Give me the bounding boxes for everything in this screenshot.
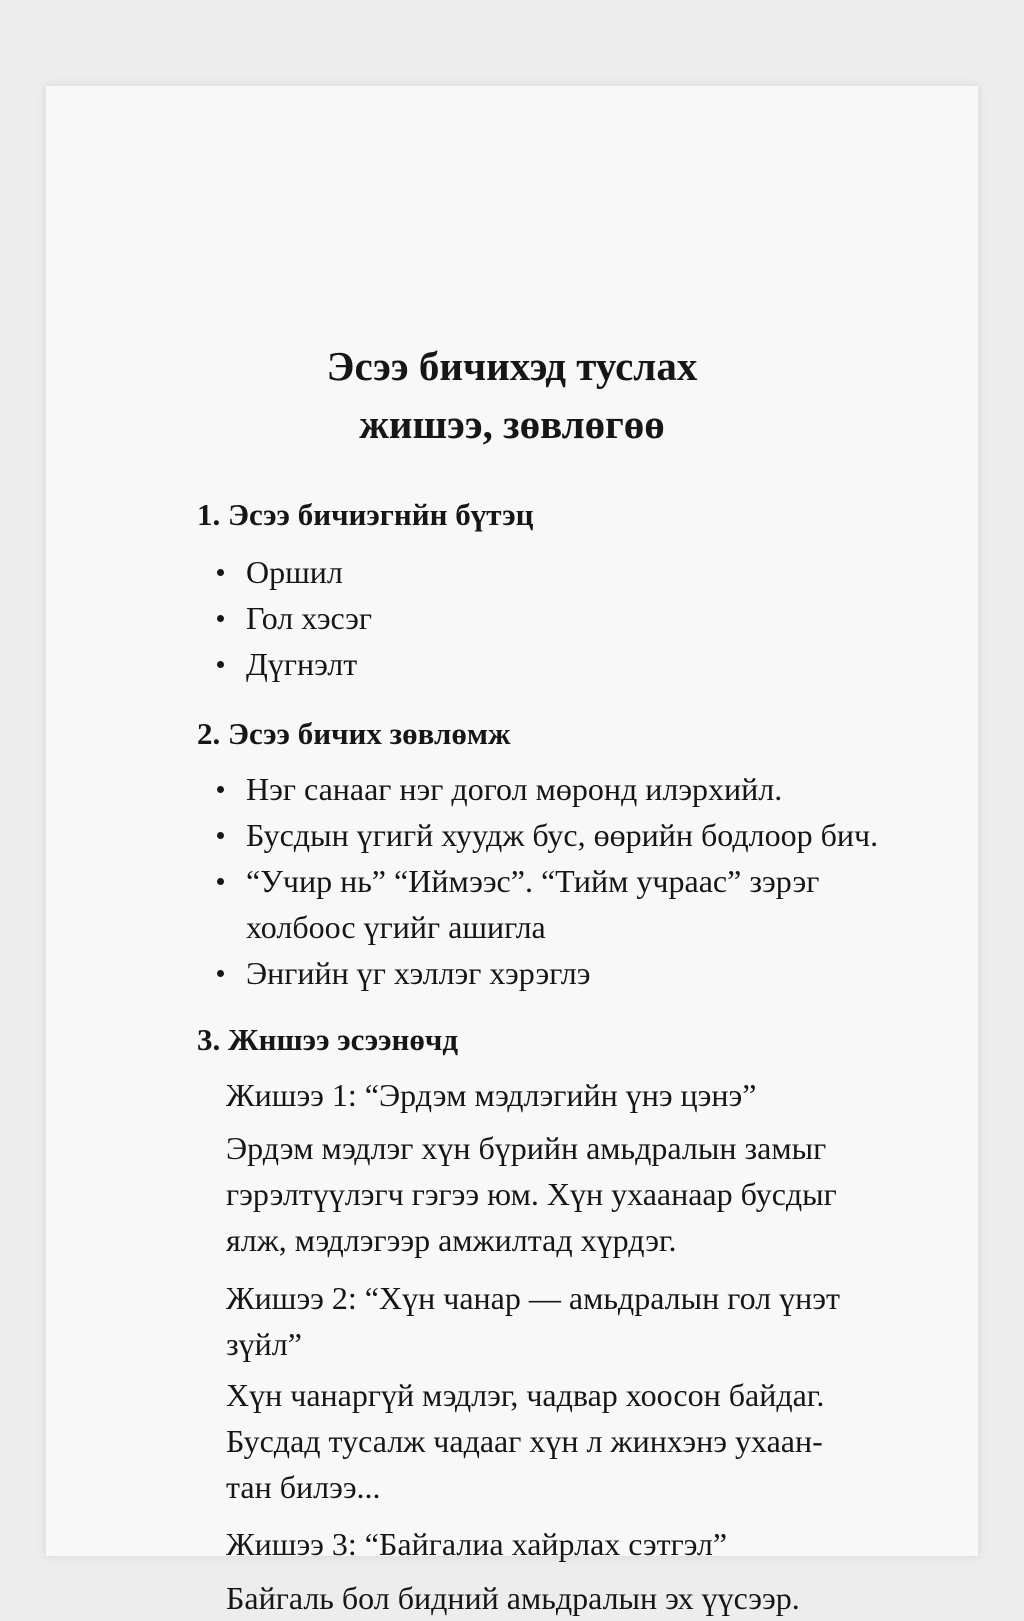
list-item: Энгийн үг хэллэг хэрэглэ	[214, 950, 878, 996]
text-line: Бусдад тусалж чадааг хүн л жинхэнэ ухаан-	[226, 1423, 823, 1459]
text-line: Хүн чанаргүй мэдлэг, чадвар хоосон байдаг.	[226, 1377, 825, 1413]
list-item: Гол хэсэг	[214, 595, 372, 641]
section-1-heading: 1. Эсээ бичиэгнйн бүтэц	[197, 497, 534, 532]
text-line: зүйл”	[226, 1326, 302, 1362]
example-1-title: Жишээ 1: “Эрдэм мэдлэгийн үнэ цэнэ”	[226, 1077, 757, 1113]
text-line: Жишээ 2: “Хүн чанар — амьдралын гол үнэт	[226, 1280, 840, 1316]
list-item: Нэг санааг нэг догол мөронд илэрхийл.	[214, 766, 878, 812]
example-1-text	[226, 1125, 837, 1263]
list-item: Бусдын үгигй хуудж бус, өөрийн бодлоор бич.	[214, 812, 878, 858]
text-line: ялж, мэдлэгээр амжилтад хүрдэг.	[226, 1222, 677, 1258]
section-2-heading: 2. Эсээ бичих зөвлөмж	[197, 716, 511, 751]
list-item: Оршил	[214, 549, 372, 595]
text-line: Байгаль бол бидний амьдралын эх үүсээр.	[226, 1580, 800, 1616]
section-1-list	[214, 549, 372, 687]
example-3-text	[226, 1575, 800, 1621]
list-item	[214, 858, 878, 950]
example-2-text	[226, 1372, 824, 1510]
list-item-line: холбоос үгийг ашигла	[246, 909, 546, 945]
list-item-line: “Учир нь” “Иймээс”. “Тийм учраас” зэрэг	[246, 863, 820, 899]
text-line: гэрэлтүүлэгч гэгээ юм. Хүн ухаанаар бусдыг	[226, 1176, 837, 1212]
document-title-line-1: Эсээ бичихэд туслах	[326, 343, 698, 389]
example-3-title: Жишээ 3: “Байгалиа хайрлах сэтгэл”	[226, 1526, 728, 1562]
list-item: Дүгнэлт	[214, 641, 372, 687]
text-line: тан билээ...	[226, 1469, 381, 1505]
document-title-line-2: жишээ, зөвлөгөө	[359, 401, 665, 447]
section-3-heading: 3. Жншээ эсээнөчд	[197, 1022, 459, 1057]
text-line: Эрдэм мэдлэг хүн бүрийн амьдралын замыг	[226, 1130, 827, 1166]
document-page	[46, 86, 978, 1616]
section-2-list	[214, 766, 878, 996]
example-2-title	[226, 1275, 840, 1367]
